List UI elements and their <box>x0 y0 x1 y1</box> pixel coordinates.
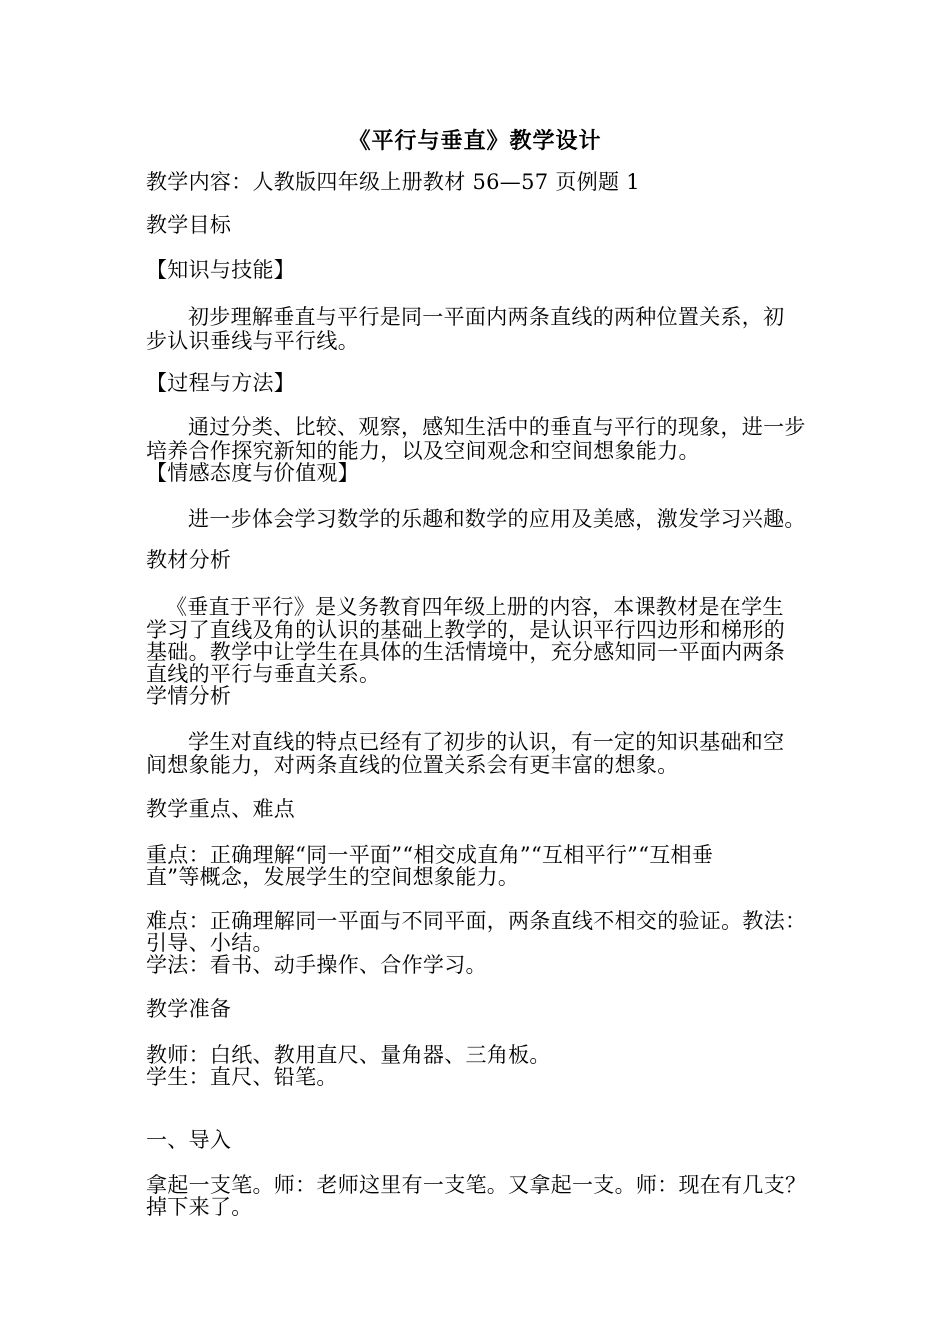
knowledge-line-2: 步认识垂线与平行线。 <box>146 329 359 353</box>
intro-line-1: 拿起一支笔。师：老师这里有一支笔。又拿起一支。师：现在有几支？ <box>146 1173 807 1197</box>
prep-heading: 教学准备 <box>146 997 232 1021</box>
student-prep: 学生：直尺、铅笔。 <box>146 1065 338 1089</box>
material-line-4: 直线的平行与垂直关系。 <box>146 662 381 686</box>
key-line-2: 直”等概念，发展学生的空间想象能力。 <box>146 865 520 889</box>
emotion-line-1: 进一步体会学习数学的乐趣和数学的应用及美感，激发学习兴趣。 <box>188 507 806 531</box>
process-line-1: 通过分类、比较、观察，感知生活中的垂直与平行的现象，进一步 <box>188 415 806 439</box>
material-line-1: 《垂直于平行》是义务教育四年级上册的内容，本课教材是在学生 <box>166 595 784 619</box>
emotion-heading: 【情感态度与价值观】 <box>146 461 359 485</box>
student-line-1: 学生对直线的特点已经有了初步的认识，有一定的知识基础和空 <box>188 730 785 754</box>
knowledge-heading: 【知识与技能】 <box>146 258 296 282</box>
process-heading: 【过程与方法】 <box>146 371 296 395</box>
intro-heading: 一、导入 <box>146 1128 232 1152</box>
knowledge-line-1: 初步理解垂直与平行是同一平面内两条直线的两种位置关系，初 <box>188 305 785 329</box>
material-line-2: 学习了直线及角的认识的基础上教学的，是认识平行四边形和梯形的 <box>146 618 785 642</box>
student-heading: 学情分析 <box>146 684 232 708</box>
material-line-3: 基础。教学中让学生在具体的生活情境中，充分感知同一平面内两条 <box>146 640 785 664</box>
process-line-2: 培养合作探究新知的能力，以及空间观念和空间想象能力。 <box>146 439 700 463</box>
teacher-prep: 教师：白纸、教用直尺、量角器、三角板。 <box>146 1043 551 1067</box>
teaching-content: 教学内容：人教版四年级上册教材 56—57 页例题 1 <box>146 170 640 194</box>
intro-line-2: 掉下来了。 <box>146 1195 253 1219</box>
goals-heading: 教学目标 <box>146 213 232 237</box>
document-title: 《平行与垂直》教学设计 <box>348 128 602 154</box>
key-heading: 教学重点、难点 <box>146 797 296 821</box>
learning-method: 学法：看书、动手操作、合作学习。 <box>146 953 487 977</box>
difficulty-line-1: 难点：正确理解同一平面与不同平面，两条直线不相交的验证。教法： <box>146 909 807 933</box>
difficulty-line-2: 引导、小结。 <box>146 931 274 955</box>
key-line-1: 重点：正确理解“同一平面”“相交成直角”“互相平行”“互相垂 <box>146 843 714 867</box>
student-line-2: 间想象能力，对两条直线的位置关系会有更丰富的想象。 <box>146 753 679 777</box>
material-heading: 教材分析 <box>146 548 232 572</box>
